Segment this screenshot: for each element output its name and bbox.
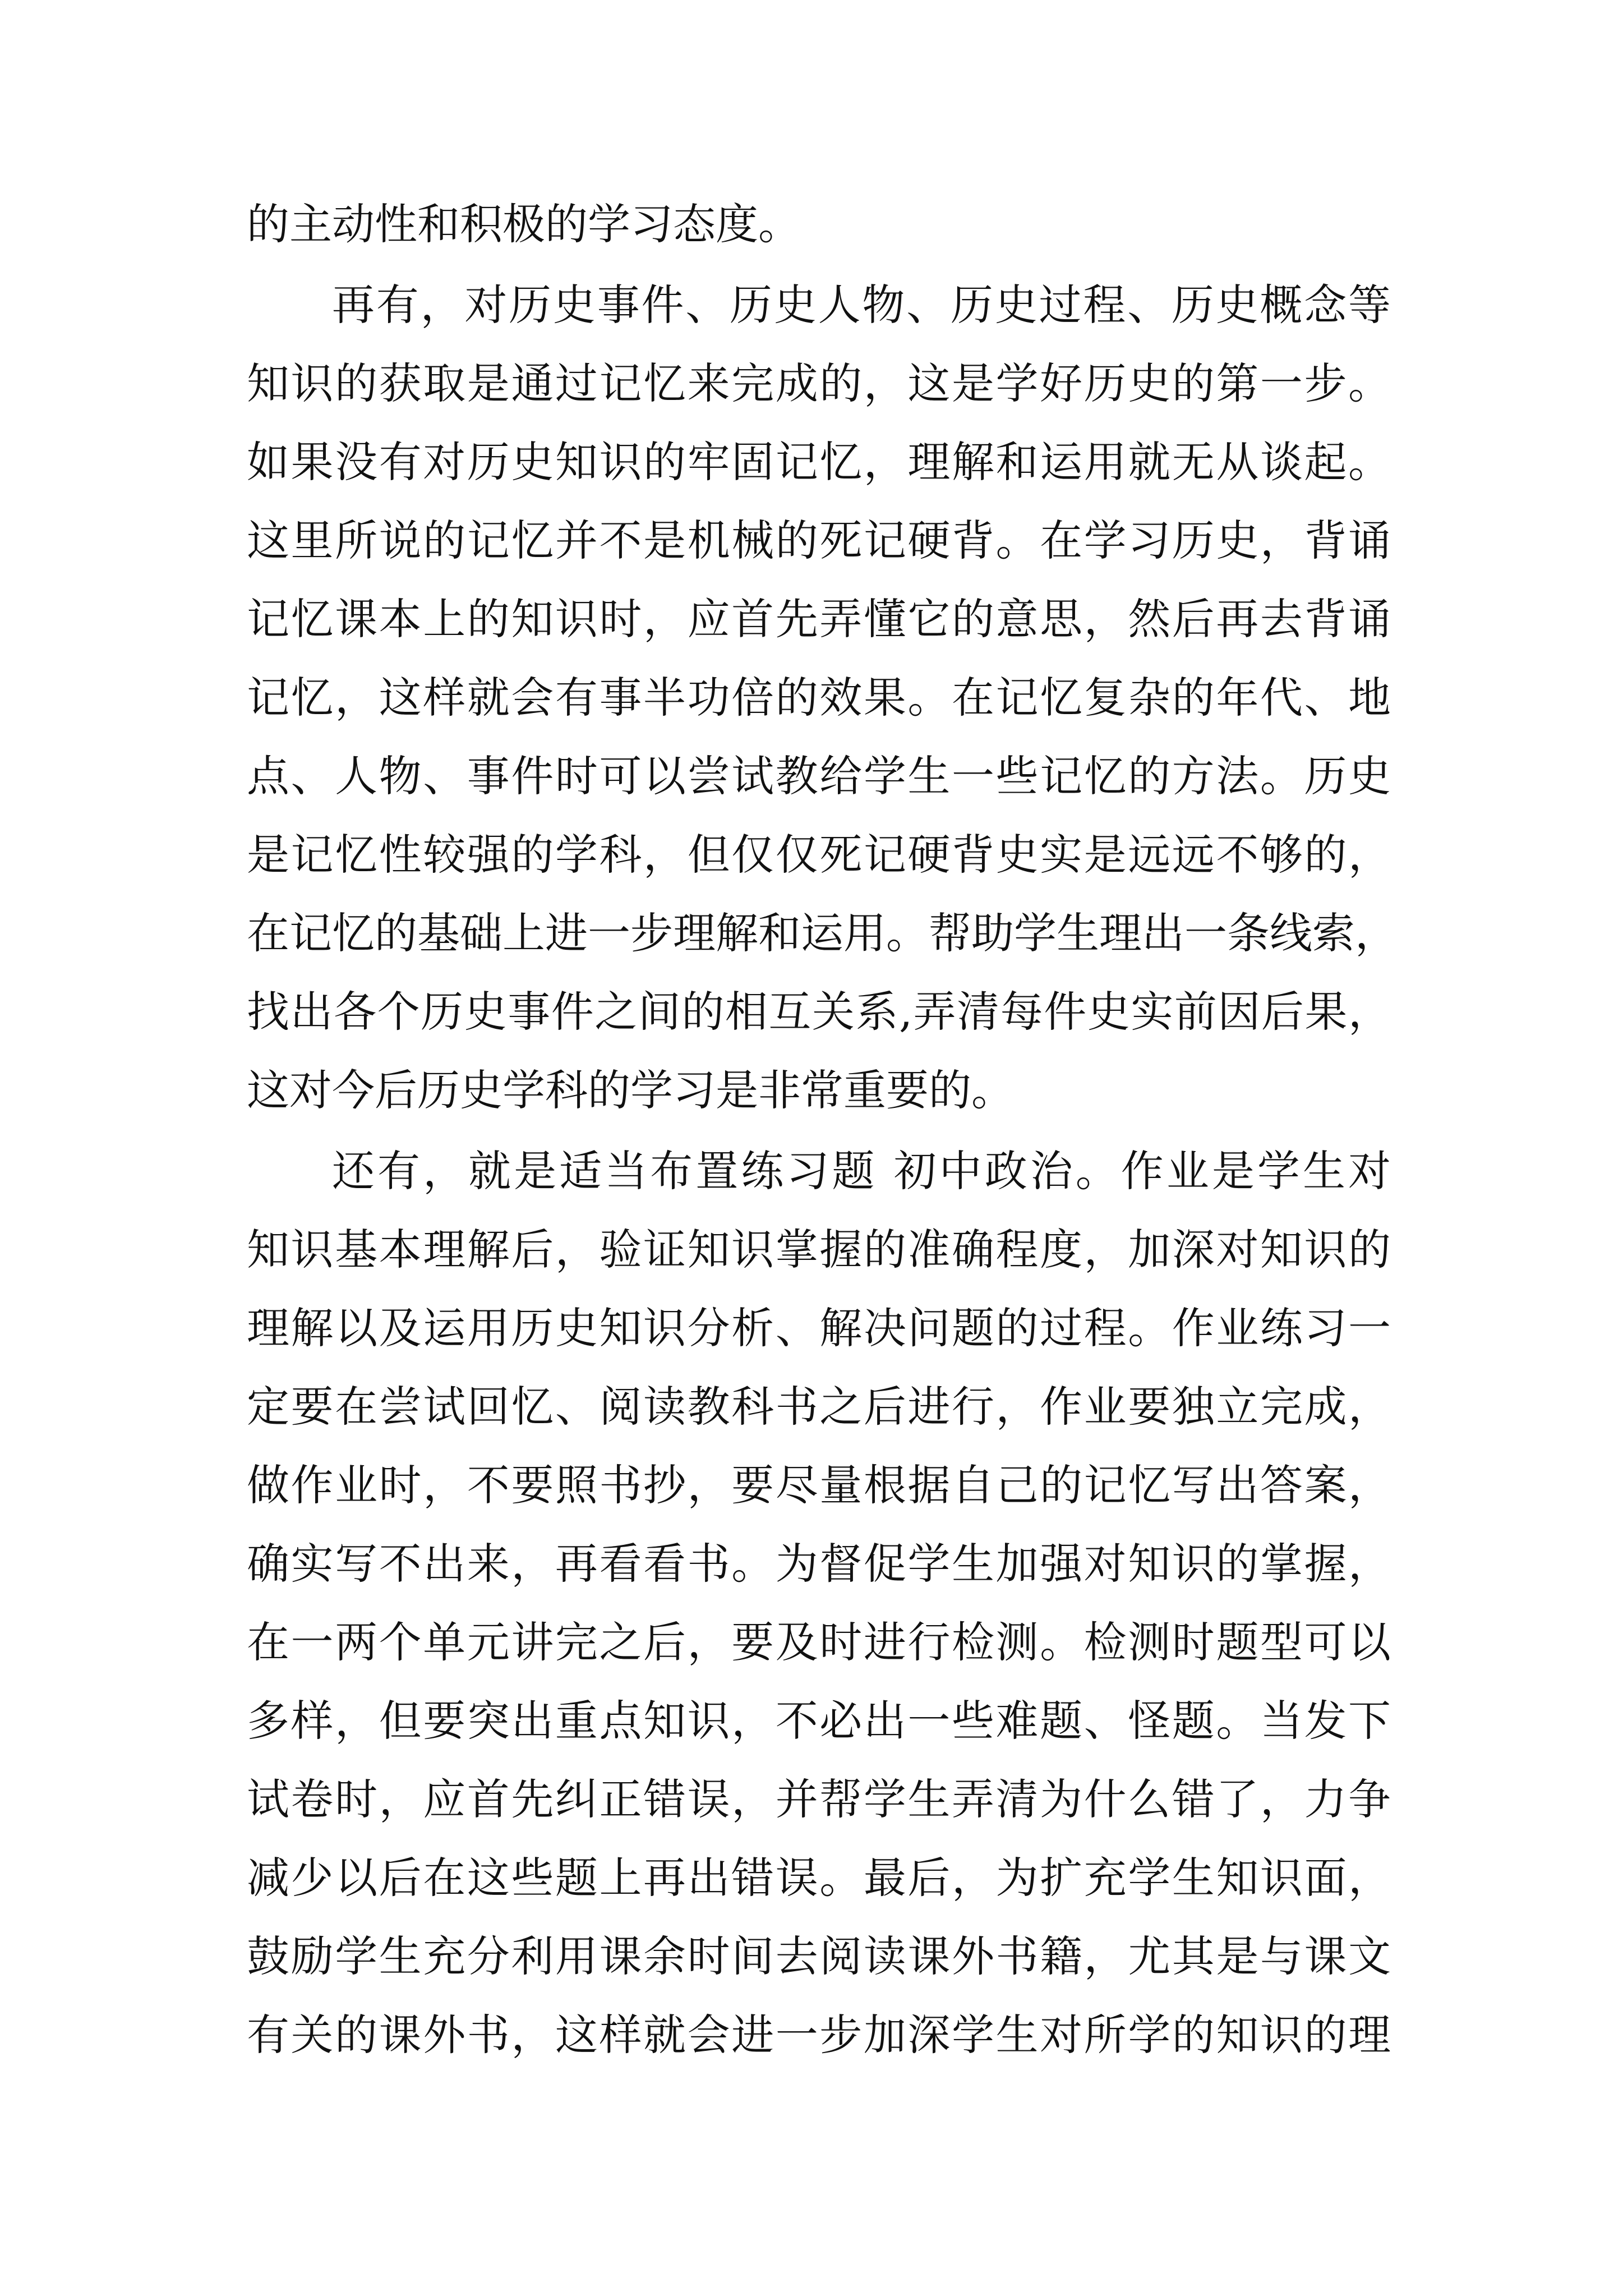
text-line: 鼓励学生充分利用课余时间去阅读课外书籍，尤其是与课文	[247, 1931, 1391, 1981]
paragraph	[247, 1132, 1391, 2074]
text-line: 知识基本理解后，验证知识掌握的准确程度，加深对知识的	[247, 1225, 1391, 1274]
text-line: 记忆，这样就会有事半功倍的效果。在记忆复杂的年代、地	[247, 673, 1391, 723]
text-line: 理解以及运用历史知识分析、解决问题的过程。作业练习一	[247, 1303, 1391, 1353]
paragraph	[247, 185, 1391, 264]
text-line: 多样，但要突出重点知识，不必出一些难题、怪题。当发下	[247, 1696, 1391, 1746]
paragraph	[247, 266, 1398, 1130]
text-line: 这里所说的记忆并不是机械的死记硬背。在学习历史，背诵	[247, 516, 1391, 565]
text-line: 还有，就是适当布置练习题 初中政治。作业是学生对	[332, 1146, 1391, 1196]
text-line: 知识的获取是通过记忆来完成的，这是学好历史的第一步。	[247, 358, 1391, 408]
text-line: 记忆课本上的知识时，应首先弄懂它的意思，然后再去背诵	[247, 594, 1391, 644]
text-line: 找出各个历史事件之间的相互关系,弄清每件史实前因后果，	[247, 987, 1391, 1037]
text-line: 是记忆性较强的学科，但仅仅死记硬背史实是远远不够的，	[247, 830, 1391, 880]
text-line: 试卷时，应首先纠正错误，并帮学生弄清为什么错了，力争	[247, 1774, 1391, 1824]
text-line: 减少以后在这些题上再出错误。最后，为扩充学生知识面，	[247, 1853, 1391, 1903]
text-line: 如果没有对历史知识的牢固记忆，理解和运用就无从谈起。	[247, 437, 1391, 487]
text-line: 点、人物、事件时可以尝试教给学生一些记忆的方法。历史	[247, 751, 1391, 801]
text-line: 再有，对历史事件、历史人物、历史过程、历史概念等	[332, 280, 1391, 330]
text-line: 确实写不出来，再看看书。为督促学生加强对知识的掌握，	[247, 1539, 1391, 1589]
text-line: 在一两个单元讲完之后，要及时进行检测。检测时题型可以	[247, 1617, 1391, 1667]
text-line: 有关的课外书，这样就会进一步加深学生对所学的知识的理	[247, 2010, 1391, 2060]
text-line: 这对今后历史学科的学习是非常重要的。	[247, 1065, 1014, 1115]
text-line: 做作业时，不要照书抄，要尽量根据自己的记忆写出答案，	[247, 1460, 1391, 1510]
text-line: 定要在尝试回忆、阅读教科书之后进行，作业要独立完成，	[247, 1382, 1391, 1432]
document-body	[247, 185, 1398, 2074]
text-line: 的主动性和积极的学习态度。	[247, 199, 801, 249]
text-line: 在记忆的基础上进一步理解和运用。帮助学生理出一条线索，	[247, 908, 1398, 958]
